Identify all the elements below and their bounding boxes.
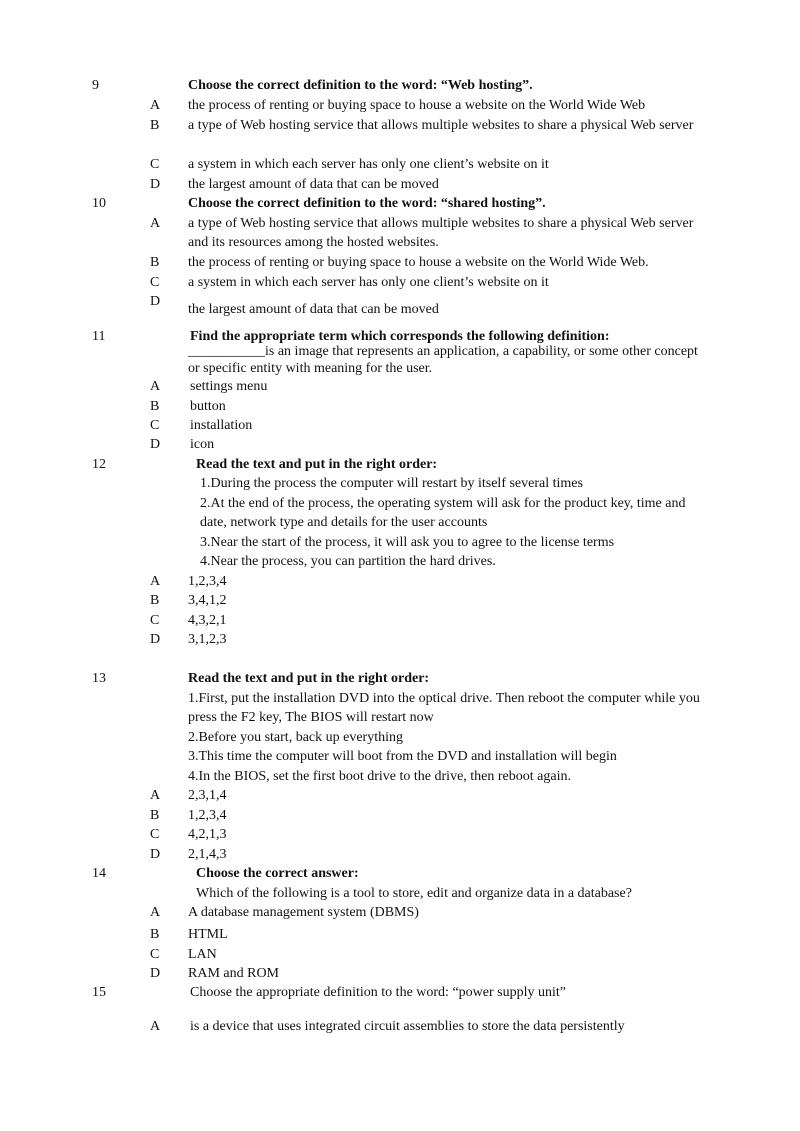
question-number: 15	[92, 985, 106, 1000]
option-letter: B	[150, 399, 160, 414]
option-letter: D	[150, 177, 161, 192]
question-number: 10	[92, 196, 106, 211]
option-text: is a device that uses integrated circuit assemblies to store the data persistently	[190, 1019, 625, 1034]
option-letter: C	[150, 613, 160, 628]
question-body: ___________is an image that represents an application, a capability, or some other concept or specific entity with meaning for the user.	[188, 344, 698, 376]
order-step: 1.During the process the computer will restart by itself several times	[200, 476, 583, 491]
option-letter: B	[150, 255, 160, 270]
option-text: settings menu	[190, 379, 268, 394]
option-text: 3,4,1,2	[188, 593, 227, 608]
option-text: A database management system (DBMS)	[188, 905, 419, 920]
option-text: a system in which each server has only one client’s website on it	[188, 275, 549, 290]
option-text: a system in which each server has only one client’s website on it	[188, 157, 549, 172]
option-letter: A	[150, 788, 161, 803]
option-letter: D	[150, 294, 161, 309]
option-text: 4,2,1,3	[188, 827, 227, 842]
question-prompt: Choose the appropriate definition to the word: “power supply unit”	[190, 985, 566, 1000]
option-text: 2,1,4,3	[188, 847, 227, 862]
question-prompt: Choose the correct answer:	[196, 866, 359, 881]
option-letter: C	[150, 418, 160, 433]
question-prompt: Find the appropriate term which corresponds the following definition:	[190, 329, 610, 344]
option-letter: D	[150, 847, 161, 862]
question-prompt: Read the text and put in the right order:	[196, 457, 438, 472]
option-letter: D	[150, 632, 161, 647]
option-text: the largest amount of data that can be moved	[188, 302, 439, 317]
option-text: LAN	[188, 947, 217, 962]
question-number: 11	[92, 329, 106, 344]
option-letter: B	[150, 593, 160, 608]
option-text: button	[190, 399, 226, 414]
option-letter: C	[150, 947, 160, 962]
option-letter: D	[150, 966, 161, 981]
option-text: the process of renting or buying space to house a website on the World Wide Web	[188, 98, 646, 113]
order-step: 3.Near the start of the process, it will ask you to agree to the license terms	[200, 535, 615, 550]
option-text: the largest amount of data that can be moved	[188, 177, 439, 192]
option-text: icon	[190, 437, 215, 452]
order-step: 4.In the BIOS, set the first boot drive to the drive, then reboot again.	[188, 769, 571, 784]
option-text: installation	[190, 418, 253, 433]
option-text: 1,2,3,4	[188, 574, 227, 589]
option-text: RAM and ROM	[188, 966, 280, 981]
question-number: 12	[92, 457, 106, 472]
option-text: 2,3,1,4	[188, 788, 227, 803]
option-text: 3,1,2,3	[188, 632, 227, 647]
option-letter: B	[150, 118, 160, 133]
order-step: 1.First, put the installation DVD into the optical drive. Then reboot the computer while you press the F2 key, The BIOS will restart now	[188, 691, 700, 725]
option-letter: D	[150, 437, 161, 452]
question-body: Which of the following is a tool to store, edit and organize data in a database?	[196, 886, 632, 901]
option-letter: C	[150, 275, 160, 290]
option-letter: A	[150, 98, 161, 113]
order-step: 4.Near the process, you can partition the hard drives.	[200, 554, 496, 569]
question-number: 9	[92, 78, 99, 93]
option-letter: A	[150, 574, 161, 589]
option-letter: A	[150, 1019, 161, 1034]
option-letter: B	[150, 808, 160, 823]
option-text: 1,2,3,4	[188, 808, 227, 823]
order-step: 2.At the end of the process, the operating system will ask for the product key, time and date, network type and details for the user accounts	[200, 496, 686, 530]
option-letter: A	[150, 379, 161, 394]
option-text: 4,3,2,1	[188, 613, 227, 628]
option-letter: C	[150, 157, 160, 172]
question-prompt: Choose the correct definition to the word: “shared hosting”.	[188, 196, 546, 211]
option-letter: C	[150, 827, 160, 842]
option-letter: A	[150, 216, 161, 231]
order-step: 2.Before you start, back up everything	[188, 730, 403, 745]
question-number: 13	[92, 671, 106, 686]
option-text: a type of Web hosting service that allows multiple websites to share a physical Web server and its resources among the hosted websites.	[188, 216, 694, 250]
option-letter: A	[150, 905, 161, 920]
question-prompt: Read the text and put in the right order:	[188, 671, 430, 686]
question-number: 14	[92, 866, 106, 881]
option-letter: B	[150, 927, 160, 942]
option-text: a type of Web hosting service that allows multiple websites to share a physical Web server	[188, 118, 694, 133]
option-text: the process of renting or buying space to house a website on the World Wide Web.	[188, 255, 649, 270]
question-prompt: Choose the correct definition to the word: “Web hosting”.	[188, 78, 533, 93]
order-step: 3.This time the computer will boot from the DVD and installation will begin	[188, 749, 617, 764]
option-text: HTML	[188, 927, 228, 942]
